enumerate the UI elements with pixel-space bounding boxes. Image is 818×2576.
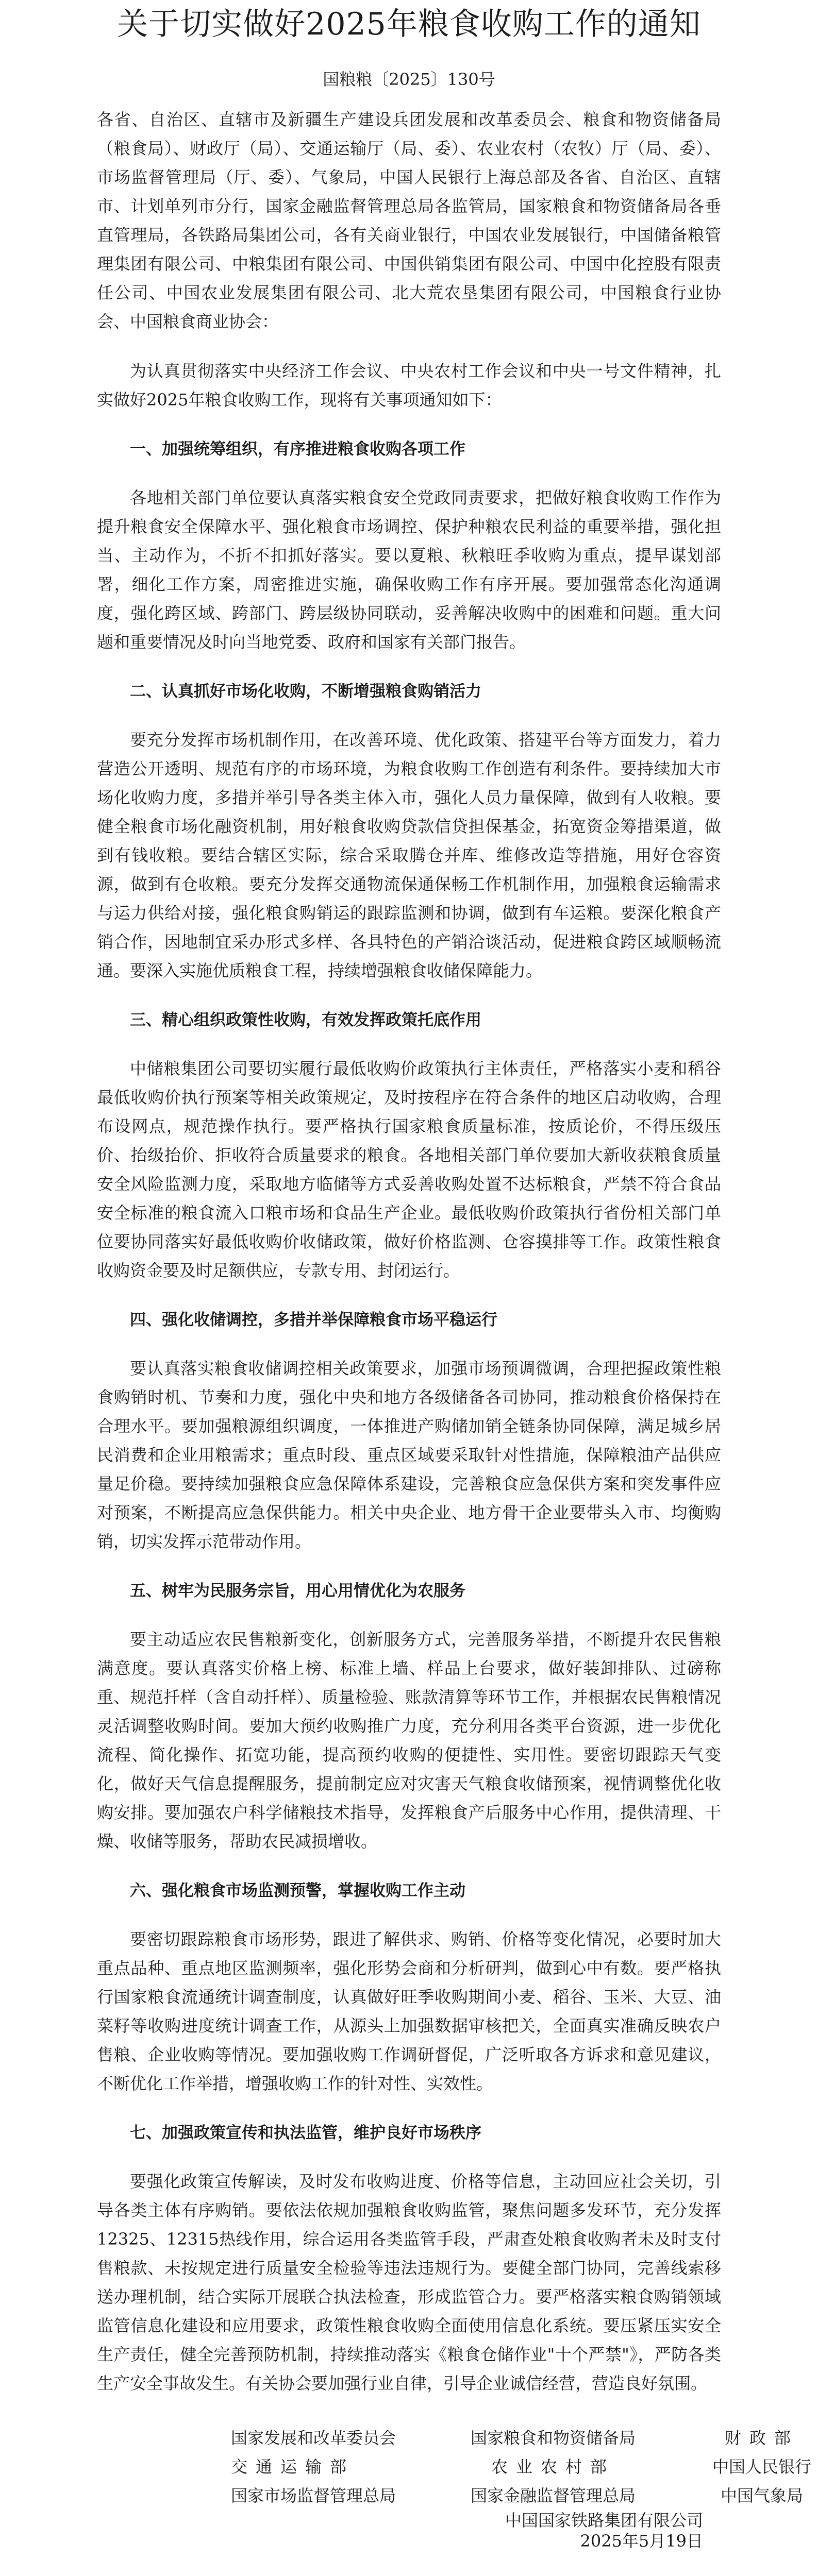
signatory: 交通运输部 — [231, 2457, 355, 2477]
section-body: 要主动适应农民售粮新变化，创新服务方式，完善服务举措，不断提升农民售粮满意度。要认真落实价格上榜、标准上墙、样品上台要求，做好装卸排队、过磅称重、规范扦样（含自动扦样）、质量检验、账款清算等环节工作，并根据农民售粮情况灵活调整收购时间。要加大预约收购推广力度，充分利用各类平台资源，进一步优化流程、简化操作、拓宽功能，提高预约收购的便捷性、实用性。要密切跟踪天气变化，做好天气信息提醒服务，提前制定应对灾害天气粮食收储预案，视情调整优化收购安排。要加强农户科学储粮技术指导，发挥粮食产后服务中心作用，提供清理、干燥、收储等服务，帮助农民减损增收。 — [97, 1630, 721, 1851]
signature-row — [97, 2452, 811, 2481]
section-heading: 二、认真抓好市场化收购，不断增强粮食购销活力 — [130, 682, 481, 701]
section-body: 要密切跟踪粮食市场形势，跟进了解供求、购销、价格等变化情况，必要时加大重点品种、重点地区监测频率，强化形势会商和分析研判，做到心中有数。要严格执行国家粮食流通统计调查制度，认真做好旺季收购期间小麦、稻谷、玉米、大豆、油菜籽等收购进度统计调查工作，从源头上加强数据审核把关，全面真实准确反映农户售粮、企业收购等情况。要加强收购工作调研督促，广泛听取各方诉求和意见建议，不断优化工作举措，增强收购工作的针对性、实效性。 — [97, 1929, 721, 2093]
document-number: 国粮粮〔2025〕130号 — [323, 70, 495, 89]
section-4 — [97, 1306, 721, 1556]
signature-block — [97, 2424, 811, 2510]
section-heading: 七、加强政策宣传和执法监管，维护良好市场秩序 — [130, 2124, 481, 2142]
section-5 — [97, 1577, 721, 1856]
section-heading: 五、树牢为民服务宗旨，用心用情优化为农服务 — [130, 1582, 465, 1600]
addressees: 各省、自治区、直辖市及新疆生产建设兵团发展和改革委员会、粮食和物资储备局（粮食局）、财政厅（局）、交通运输厅（局、委）、农业农村（农牧）厅（局、委）、市场监督管理局（厅、委）、气象局，中国人民银行上海总部及各省、自治区、直辖市、计划单列市分行，国家金融监督管理总局各监管局，国家粮食和物资储备局各垂直管理局，各铁路局集团公司，各有关商业银行，中国农业发展银行，中国储备粮管理集团有限公司、中粮集团有限公司、中国供销集团有限公司、中国中化控股有限责任公司、中国农业发展集团有限公司、北大荒农垦集团有限公司，中国粮食行业协会、中国粮食商业协会： — [97, 110, 721, 331]
section-6 — [97, 1876, 721, 2098]
signatory: 国家市场监督管理总局 — [231, 2486, 396, 2505]
signatory: 国家粮食和物资储备局 — [470, 2428, 636, 2448]
section-body: 各地相关部门单位要认真落实粮食安全党政同责要求，把做好粮食收购工作作为提升粮食安全保障水平、强化粮食市场调控、保护种粮农民利益的重要举措，强化担当、主动作为，不折不扣抓好落实。要以夏粮、秋粮旺季收购为重点，提早谋划部署，细化工作方案，周密推进实施，确保收购工作有序开展。要加强常态化沟通调度，强化跨区域、跨部门、跨层级协同联动，妥善解决收购中的困难和问题。重大问题和重要情况及时向当地党委、政府和国家有关部门报告。 — [97, 488, 721, 652]
section-1 — [97, 435, 721, 656]
section-heading: 三、精心组织政策性收购，有效发挥政策托底作用 — [130, 1011, 481, 1029]
section-7 — [97, 2119, 721, 2398]
section-heading: 六、强化粮食市场监测预警，掌握收购工作主动 — [130, 1882, 465, 1900]
intro-paragraph: 为认真贯彻落实中央经济工作会议、中央农村工作会议和中央一号文件精神，扎实做好2025年粮食收购工作，现将有关事项通知如下： — [97, 361, 721, 410]
section-2 — [97, 677, 721, 985]
signatory: 农业农村部 — [491, 2457, 615, 2477]
section-body: 要充分发挥市场机制作用，在改善环境、优化政策、搭建平台等方面发力，着力营造公开透明、规范有序的市场环境，为粮食收购工作创造有利条件。要持续加大市场化收购力度，多措并举引导各类主体入市，强化人员力量保障，做到有人收粮。要健全粮食市场化融资机制，用好粮食收购贷款信贷担保基金，拓宽资金筹措渠道，做到有钱收粮。要结合辖区实际，综合采取腾仓并库、维修改造等措施，用好仓容资源，做到有仓收粮。要充分发挥交通物流保通保畅工作机制作用，加强粮食运输需求与运力供给对接，强化粮食购销运的跟踪监测和协调，做到有车运粮。要深化粮食产销合作，因地制宜采办形式多样、各具特色的产销洽谈活动，促进粮食跨区域顺畅流通。要深入实施优质粮食工程，持续增强粮食收储保障能力。 — [97, 730, 721, 980]
section-3 — [97, 1006, 721, 1285]
signatory: 中国气象局 — [720, 2486, 803, 2505]
section-heading: 四、强化收储调控，多措并举保障粮食市场平稳运行 — [130, 1311, 497, 1329]
signature-row — [97, 2481, 803, 2510]
section-body: 中储粮集团公司要切实履行最低收购价政策执行主体责任，严格落实小麦和稻谷最低收购价执行预案等相关政策规定，及时按程序在符合条件的地区启动收购，合理布设网点，规范操作执行。要严格执行国家粮食质量标准，按质论价，不得压级压价、抬级抬价、拒收符合质量要求的粮食。各地相关部门单位要加大新收获粮食质量安全风险监测力度，采取地方临储等方式妥善收购处置不达标粮食，严禁不符合食品安全标准的粮食流入口粮市场和食品生产企业。最低收购价政策执行省份相关部门单位要协同落实好最低收购价收储政策，做好价格监测、仓容摸排等工作。政策性粮食收购资金要及时足额供应，专款专用、封闭运行。 — [97, 1059, 721, 1280]
document-title: 关于切实做好2025年粮食收购工作的通知 — [117, 6, 701, 42]
signature-row — [97, 2424, 799, 2452]
section-heading: 一、加强统筹组织，有序推进粮食收购各项工作 — [130, 440, 465, 459]
signatory: 国家发展和改革委员会 — [231, 2428, 396, 2448]
section-body: 要认真落实粮食收储调控相关政策要求，加强市场预调微调，合理把握政策性粮食购销时机、节奏和力度，强化中央和地方各级储备各司协同，推动粮食价格保持在合理水平。要加强粮源组织调度，一体推进产购储加销全链条协同保障，满足城乡居民消费和企业用粮需求；重点时段、重点区域要采取针对性措施，保障粮油产品供应量足价稳。要持续加强粮食应急保障体系建设，完善粮食应急保供方案和突发事件应对预案，不断提高应急保供能力。相关中央企业、地方骨干企业要带头入市、均衡购销，切实发挥示范带动作用。 — [97, 1359, 721, 1551]
issue-date: 2025年5月19日 — [580, 2531, 703, 2551]
section-body: 要强化政策宣传解读，及时发布收购进度、价格等信息，主动回应社会关切，引导各类主体有序购销。要依法依规加强粮食收购监管，聚焦问题多发环节，充分发挥12325、12315热线作用，综合运用各类监管手段，严肃查处粮食收购者未及时支付售粮款、未按规定进行质量安全检验等违法违规行为。要健全部门协同，完善线索移送办理机制，结合实际开展联合执法检查，形成监管合力。要严格落实粮食购销领域监管信息化建设和应用要求，政策性粮食收购全面使用信息化系统。要压紧压实安全生产责任，健全完善预防机制，持续推动落实《粮食仓储作业"十个严禁"》，严防各类生产安全事故发生。有关协会要加强行业自律，引导企业诚信经营，营造良好氛围。 — [97, 2172, 721, 2393]
signatory: 国家金融监督管理总局 — [470, 2486, 636, 2505]
closing-org: 中国国家铁路集团有限公司 — [505, 2511, 703, 2530]
signatory: 中国人民银行 — [712, 2457, 811, 2477]
signatory: 财政部 — [724, 2428, 799, 2448]
closing-block — [97, 2510, 721, 2551]
